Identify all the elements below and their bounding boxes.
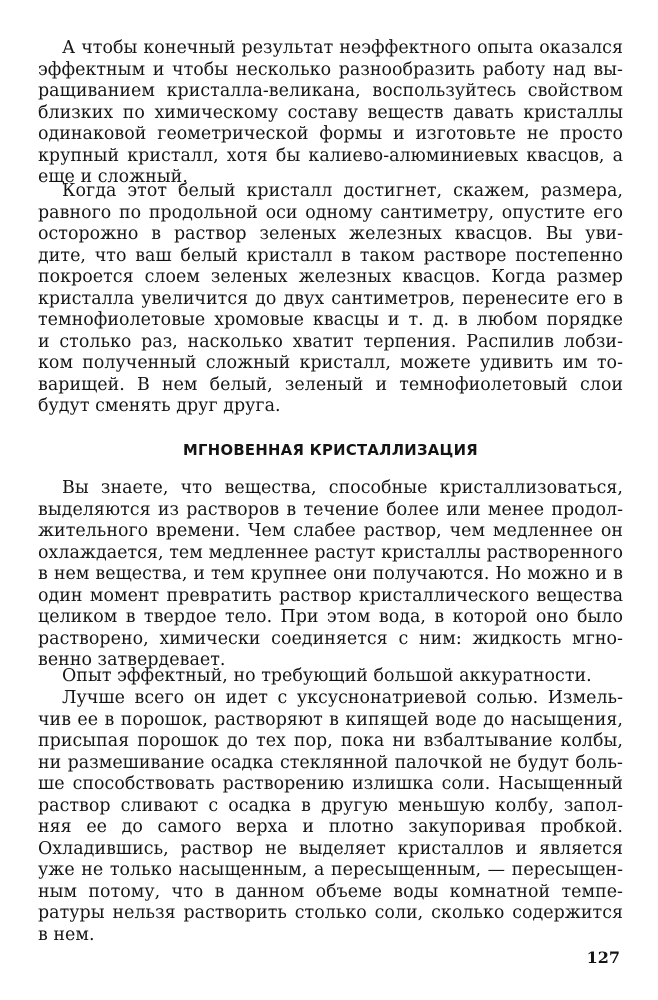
section-heading: МГНОВЕННАЯ КРИСТАЛЛИЗАЦИЯ — [183, 442, 478, 459]
paragraph-layering — [38, 181, 623, 418]
text-line: охлаждается, тем медленнее растут кристаллы растворенного — [38, 542, 623, 563]
text-line: целиком в твердое тело. При этом вода, в которой оно было — [38, 607, 623, 627]
text-line: растворено, химически соединяется с ним: жидкость мгно- — [38, 628, 623, 649]
text-line: жительного времени. Чем слабее раствор, чем медленнее он — [38, 521, 623, 541]
page-number: 127 — [586, 948, 620, 967]
text-line: раствор сливают с осадка в другую меньшую колбу, запол- — [38, 795, 623, 816]
text-line: выделяются из растворов в течение более или менее продол- — [38, 499, 623, 520]
text-line: Когда этот белый кристалл достигнет, скажем, размера, — [62, 181, 623, 201]
text-line: ше способствовать растворению излишка соли. Насыщенный — [38, 774, 623, 794]
paragraph-intro-crystallization — [38, 478, 623, 672]
text-line: осторожно в раствор зеленых железных квасцов. Вы уви- — [38, 224, 623, 244]
text-line: одинаковой геометрической формы и изготовьте не просто — [38, 124, 623, 144]
text-line: кристалла увеличится до двух сантиметров, перенесите его в — [38, 288, 623, 309]
text-line: уже не только насыщенным, а пересыщенным, — пересыщен- — [38, 860, 623, 880]
text-line: и столько раз, насколько хватит терпения. Распилив лобзи- — [38, 331, 623, 352]
text-line: будут сменять друг друга. — [38, 396, 281, 416]
text-line: чив ее в порошок, растворяют в кипящей воде до насыщения, — [38, 709, 623, 730]
text-line: А чтобы конечный результат неэффектного опыта оказался — [62, 38, 623, 58]
text-line: эффектным и чтобы несколько разнообразить работу над вы- — [38, 59, 623, 80]
paragraph-complex-crystal — [38, 38, 623, 189]
text-line: еще и сложный. — [38, 167, 188, 187]
text-line: няя ее до самого верха и плотно закупоривая пробкой. — [38, 817, 623, 837]
text-line: варищей. В нем белый, зеленый и темнофиолетовый слои — [38, 374, 623, 395]
text-line: дите, что ваш белый кристалл в таком растворе постепенно — [38, 245, 623, 266]
text-line: ни размешивание осадка стеклянной палочкой не будут боль- — [38, 752, 623, 773]
text-line: крупный кристалл, хотя бы калиево-алюминиевых квасцов, а — [38, 145, 623, 166]
text-line: покроется слоем зеленых железных квасцов. Когда размер — [38, 267, 623, 287]
text-line: в нем. — [38, 924, 95, 945]
text-line: Вы знаете, что вещества, способные кристаллизоваться, — [62, 478, 623, 498]
paragraph-experiment-note — [38, 666, 623, 688]
text-line: Охладившись, раствор не выделяет кристаллов и является — [38, 838, 623, 859]
text-line: венно затвердевает. — [38, 650, 226, 670]
text-line: темнофиолетовые хромовые квасцы и т. д. в любом порядке — [38, 310, 623, 330]
text-line: ратуры нельзя растворить столько соли, сколько содержится — [38, 903, 623, 923]
text-line: ращиванием кристалла-великана, воспользуйтесь свойством — [38, 81, 623, 101]
text-line: в нем вещества, и тем крупнее они получаются. Но можно и в — [38, 564, 623, 584]
text-line: близких по химическому составу веществ давать кристаллы — [38, 102, 623, 123]
text-line: Лучше всего он идет с уксуснонатриевой солью. Измель- — [62, 688, 623, 708]
paragraph-procedure — [38, 688, 623, 946]
text-line: ком полученный сложный кристалл, можете удивить им то- — [38, 353, 623, 373]
text-line: ным потому, что в данном объеме воды комнатной темпе- — [38, 881, 623, 902]
text-line: присыпая порошок до тех пор, пока ни взбалтывание колбы, — [38, 731, 623, 751]
text-line: равного по продольной оси одному сантиметру, опустите его — [38, 202, 623, 223]
text-line: один момент превратить раствор кристаллического вещества — [38, 585, 623, 606]
text-line: Опыт эффектный, но требующий большой аккуратности. — [62, 666, 592, 686]
